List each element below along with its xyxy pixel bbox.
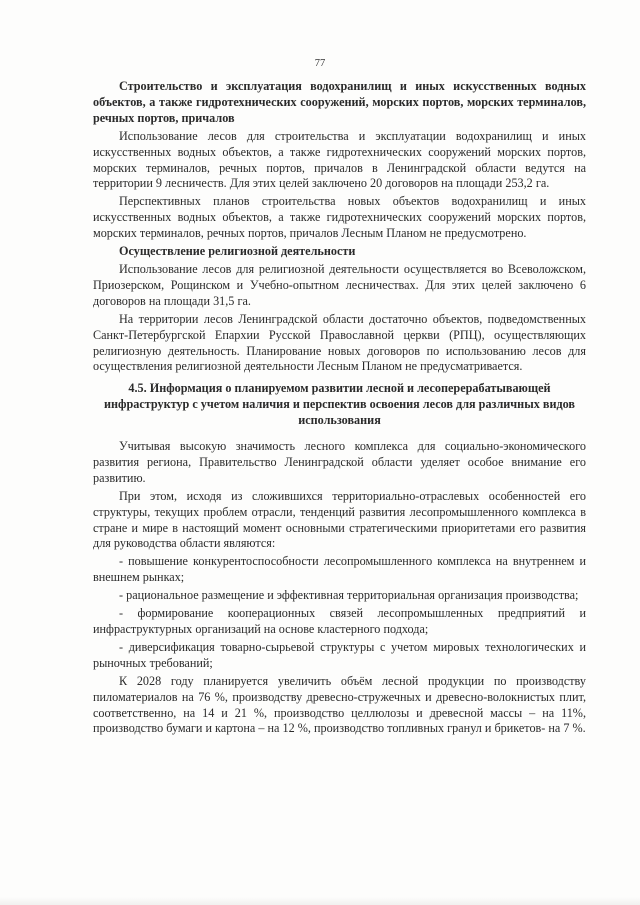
page-body (93, 79, 586, 739)
heading-religious-activity: Осуществление религиозной деятельности (119, 244, 356, 259)
paragraph-production-2028: К 2028 году планируется увеличить объём лесной продукции по производству пиломатериалов на 76 %, производству древесно-стружечных и древесно-волокнистых плит, соответственно, на 14 и 21 %, производство целлюлозы и древесной массы – на 11%, производство бумаги и картона – на 12 %, производство топливных гранул и брикетов- на 7 %. (93, 673, 586, 736)
paragraph-significance: Учитывая высокую значимость лесного комплекса для социально-экономического развития региона, Правительство Ленинградской области уделяет особое внимание его развитию. (93, 439, 586, 485)
paragraph-reservoirs-plans: Перспективных планов строительства новых объектов водохранилищ и иных искусственных водных объектов, а также гидротехнических сооружений морских портов, морских терминалов, речных портов, причалов Лесным Планом не предусмотрено. (93, 194, 586, 241)
heading-reservoirs: Строительство и эксплуатация водохранилищ и иных искусственных водных объектов, а также гидротехнических сооружений, морских портов, морских терминалов, речных портов, причалов (93, 79, 586, 125)
scan-bottom-edge (0, 897, 640, 905)
list-item-cooperation: - формирование кооперационных связей лесопромышленных предприятий и инфраструктурных организаций на основе кластерного подхода; (93, 606, 586, 636)
list-item-diversification: - диверсификация товарно-сырьевой структуры с учетом мировых технологических и рыночных требований; (93, 639, 586, 670)
paragraph-religious-objects: На территории лесов Ленинградской области достаточно объектов, подведомственных Санкт-Петербургской Епархии Русской Православной церкви (РПЦ), осуществляющих религиозную деятельность. Планирование новых договоров по использованию лесов для осуществления религиозной деятельности Лесным Планом не предусматривается. (93, 311, 586, 374)
paragraph-reservoirs-usage: Использование лесов для строительства и эксплуатации водохранилищ и иных искусственных водных объектов, а также гидротехнических сооружений морских портов, морских терминалов, речных портов, причалов в Ленинградской области ведутся на территории 9 лесничеств. Для этих целей заключено 20 договоров на площади 253,2 га. (93, 128, 586, 191)
list-item-competitiveness: - повышение конкурентоспособности лесопромышленного комплекса на внутреннем и внешнем рынках; (93, 554, 586, 585)
list-item-placement: - рациональное размещение и эффективная территориальная организация производства; (119, 588, 579, 603)
section-title-4-5: 4.5. Информация о планируемом развитии лесной и лесоперерабатывающей инфраструктур с учетом наличия и перспектив освоения лесов для различных видов использования (103, 381, 575, 428)
paragraph-priorities: При этом, исходя из сложившихся территориально-отраслевых особенностей его структуры, текущих проблем отрасли, тенденций развития лесопромышленного комплекса в стране и мире в настоящий момент основными стратегическими приоритетами его развития для руководства области являются: (93, 488, 586, 551)
page-number: 77 (314, 58, 326, 69)
paragraph-religious-usage: Использование лесов для религиозной деятельности осуществляется во Всеволожском, Приозерском, Рощинском и Учебно-опытном лесничествах. Для этих целей заключено 6 договоров на площади 31,5 га. (93, 261, 586, 308)
